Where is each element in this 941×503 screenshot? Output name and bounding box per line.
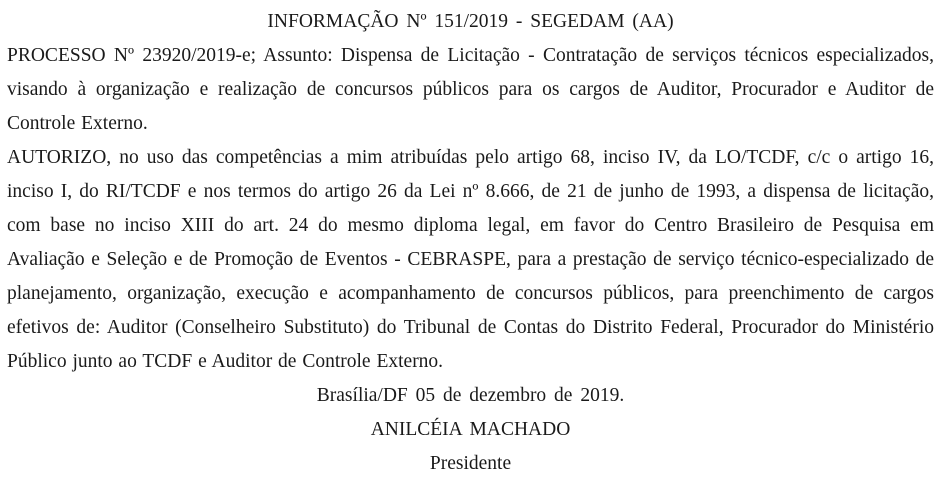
document-heading: INFORMAÇÃO Nº 151/2019 - SEGEDAM (AA)	[267, 11, 674, 32]
authorization-paragraph: AUTORIZO, no uso das competências a mim atribuídas pelo artigo 68, inciso IV, da LO/TCDF, c/c o artigo 16, inciso I, do RI/TCDF e nos termos do artigo 26 da Lei nº 8.666, de 21 de junho de 1993, a dispensa de licitação, com base no inciso XIII do art. 24 do mesmo diploma legal, em favor do Centro Brasileiro de Pesquisa em Avaliação e Seleção e de Promoção de Eventos - CEBRASPE, para a prestação de serviço técnico-especializado de planejamento, organização, execução e acompanhamento de concursos públicos, para preenchimento de cargos efetivos de: Auditor (Conselheiro Substituto) do Tribunal de Contas do Distrito Federal, Procurador do Ministério Público junto ao TCDF e Auditor de Controle Externo.	[7, 147, 934, 372]
place-date: Brasília/DF 05 de dezembro de 2019.	[316, 385, 625, 406]
signatory-title: Presidente	[429, 453, 512, 474]
signatory-name: ANILCÉIA MACHADO	[370, 419, 571, 440]
process-paragraph: PROCESSO Nº 23920/2019-e; Assunto: Dispensa de Licitação - Contratação de serviços técnicos especializados, visando à organização e realização de concursos públicos para os cargos de Auditor, Procurador e Auditor de Controle Externo.	[7, 45, 934, 134]
